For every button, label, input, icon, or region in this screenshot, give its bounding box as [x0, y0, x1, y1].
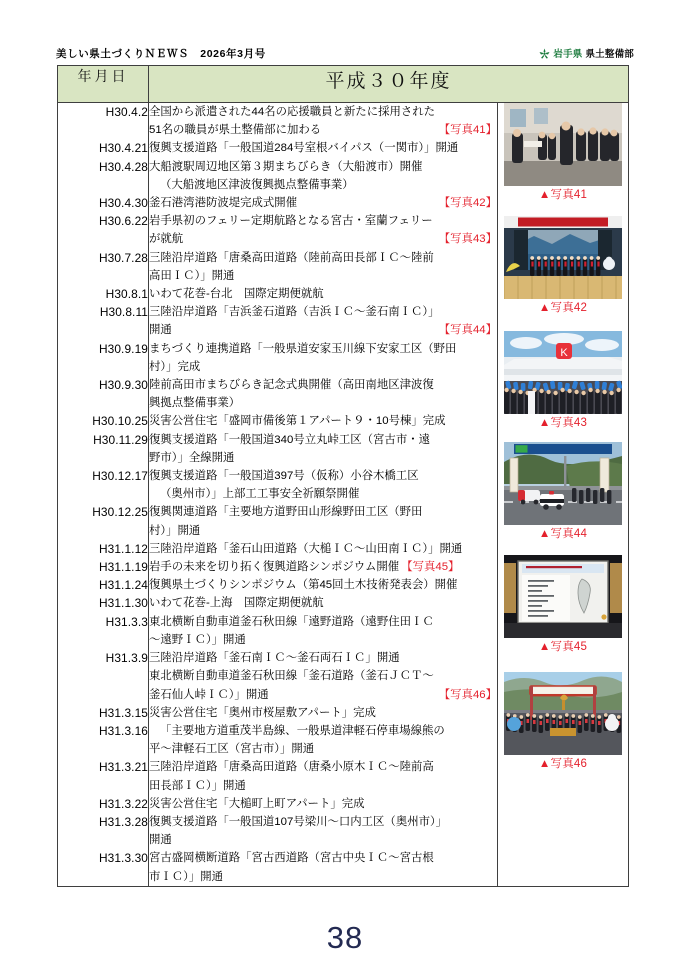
event-text: [149, 285, 497, 303]
event-text-span: 全国から派遣された44名の応援職員と新たに採用された: [149, 106, 436, 118]
photo-block: [498, 555, 628, 654]
event-date: H30.12.25: [92, 505, 148, 520]
event-text-span: 高田ＩＣ）」開通: [149, 269, 235, 282]
event-text-continued: [149, 631, 497, 649]
iwate-pref-mark-icon: [539, 48, 550, 59]
event-text-continued: [149, 522, 497, 540]
date-spacer: [58, 686, 148, 704]
date-spacer: [58, 740, 148, 758]
event-text: [149, 849, 497, 867]
event-text-span: 東北横断自動車道釜石秋田線「釜石道路（釜石ＪＣＴ〜: [149, 670, 434, 683]
date-spacer: [58, 667, 148, 685]
photo-image: [504, 216, 622, 299]
document-header: [56, 46, 634, 62]
photo-caption: ▲写真41: [538, 189, 588, 201]
event-text: [149, 212, 497, 230]
event-date: H31.3.21: [98, 760, 148, 775]
event-text-span: 村）」完成: [149, 360, 201, 373]
date-spacer: [58, 121, 148, 139]
date-spacer: [58, 230, 148, 248]
event-text-span: 51名の職員が県土整備部に加わる: [149, 124, 322, 137]
event-text-span: 岩手県初のフェリー定期航路となる宮古・室蘭フェリー: [149, 215, 433, 228]
date-spacer: [58, 522, 148, 540]
event-text-span: 三陸沿岸道路「釜石南ＩＣ〜釜石両石ＩＣ」開通: [149, 652, 400, 665]
event-text-span: 興拠点整備事業）: [149, 397, 241, 410]
event-date: H30.8.1: [105, 287, 148, 302]
event-text-span: 村）」開通: [149, 524, 201, 537]
photo-reference: 【写真46】: [438, 688, 497, 701]
photo-reference: 【写真45】: [401, 561, 460, 574]
date-spacer: [58, 449, 148, 467]
event-text: [149, 103, 497, 121]
event-text: [149, 594, 497, 612]
event-column: [149, 103, 498, 887]
event-text-span: 開通: [149, 324, 172, 337]
event-text: [149, 704, 497, 722]
event-text: [149, 558, 497, 576]
event-text: [149, 158, 497, 176]
event-text: [149, 503, 497, 521]
date-spacer: [58, 267, 148, 285]
event-text-span: 田長部ＩＣ）」開通: [149, 779, 246, 792]
date-spacer: [58, 485, 148, 503]
event-text-span: 三陸沿岸道路「唐桑高田道路（唐桑小原木ＩＣ〜陸前高: [149, 761, 434, 774]
event-text: [149, 467, 497, 485]
event-text-span: 復興支援道路「一般国道397号（仮称）小谷木橋工区: [149, 470, 419, 483]
event-text: [149, 758, 497, 776]
photo-column: [498, 103, 629, 887]
event-date: H31.1.19: [98, 560, 148, 575]
photo-caption: ▲写真44: [538, 528, 588, 540]
date-spacer: [58, 358, 148, 376]
event-text-span: 三陸沿岸道路「唐桑高田道路（陸前高田長部ＩＣ〜陸前: [149, 251, 434, 264]
date-spacer: [58, 176, 148, 194]
photo-reference: 【写真42】: [438, 197, 497, 210]
event-text: [149, 194, 497, 212]
event-text-span: 「主要地方道重茂半島線、一般県道津軽石停車場線熊の: [160, 724, 445, 737]
svg-text:K: K: [560, 347, 568, 359]
event-text-span: 災害公営住宅「盛岡市備後第１アパート９・10号棟」完成: [149, 415, 446, 428]
date-spacer: [58, 321, 148, 339]
event-date: H31.3.22: [98, 796, 148, 811]
prefecture-name: 岩手県: [553, 49, 583, 60]
date-spacer: [58, 868, 148, 886]
event-text-span: 東北横断自動車道釜石秋田線「遠野道路（遠野住田ＩＣ: [149, 615, 434, 628]
event-text-span: まちづくり連携道路「一般県道安家玉川線下安家工区（野田: [149, 342, 457, 355]
department-name: 県土整備部: [585, 49, 634, 60]
photo-caption: ▲写真45: [538, 641, 588, 653]
event-text-span: 災害公営住宅「奥州市桜屋敷アパート」完成: [149, 706, 376, 719]
event-text-continued: [149, 358, 497, 376]
event-date: H31.3.16: [98, 723, 148, 738]
event-text-span: 岩手の未来を切り拓く復興道路シンポジウム開催: [149, 561, 400, 574]
event-date: H30.9.30: [98, 378, 148, 393]
photo-block: [498, 216, 628, 315]
event-text: [149, 249, 497, 267]
prefecture-branding: [539, 46, 634, 60]
event-text-span: 陸前高田市まちびらき記念式典開催（高田南地区津波復: [149, 379, 434, 392]
column-header-year: 平成３０年度: [149, 66, 629, 103]
date-column: [58, 103, 149, 887]
event-date: H30.8.11: [99, 305, 148, 320]
event-date: H30.4.28: [98, 159, 148, 174]
photo-image: [504, 442, 622, 525]
event-text: [149, 376, 497, 394]
event-text-span: 三陸沿岸道路「釜石山田道路（大槌ＩＣ〜山田南ＩＣ）」開通: [149, 542, 463, 555]
photo-image: [504, 555, 622, 638]
photo-image: [504, 103, 622, 186]
event-text-continued: [149, 176, 497, 194]
event-text-span: 平〜津軽石工区（宮古市）」開通: [149, 743, 315, 756]
event-date: H31.3.3: [105, 614, 148, 629]
photo-caption: ▲写真43: [538, 417, 588, 429]
photo-reference: 【写真43】: [438, 233, 497, 246]
date-spacer: [58, 631, 148, 649]
event-text: [149, 303, 497, 321]
event-date: H31.1.12: [98, 541, 148, 556]
event-text: [149, 412, 497, 430]
chronology-table: [57, 65, 629, 887]
photo-caption: ▲写真42: [538, 302, 588, 314]
date-spacer: [58, 777, 148, 795]
event-text-span: 災害公営住宅「大槌町上町アパート」完成: [149, 797, 365, 810]
event-text: [149, 722, 497, 740]
event-text-span: いわて花巻-上海 国際定期便就航: [149, 597, 324, 610]
event-text-continued: [149, 686, 497, 704]
event-text-continued: [149, 449, 497, 467]
event-date: H30.4.30: [98, 196, 148, 211]
event-text-span: 復興県土づくりシンポジウム（第45回土木技術発表会）開催: [149, 579, 458, 592]
event-text-span: （奥州市）」上部工工事安全祈願祭開催: [160, 488, 360, 501]
event-text-span: 復興支援道路「一般国道107号梁川〜口内工区（奥州市）」: [149, 815, 448, 828]
event-text-continued: [149, 868, 497, 886]
event-date: H30.12.17: [92, 469, 148, 484]
event-text-continued: [149, 667, 497, 685]
event-date: H30.9.19: [98, 341, 148, 356]
event-text-span: 宮古盛岡横断道路「宮古西道路（宮古中央ＩＣ〜宮古根: [149, 852, 434, 865]
event-date: H31.1.30: [98, 596, 148, 611]
photo-block: [498, 442, 628, 541]
column-header-date: 年月日: [58, 66, 149, 103]
event-text-continued: [149, 777, 497, 795]
event-date: H30.4.21: [98, 141, 148, 156]
event-text: [149, 613, 497, 631]
event-text-continued: [149, 831, 497, 849]
table-header-row: [58, 66, 629, 103]
event-date: H30.6.22: [98, 214, 148, 229]
event-text-continued: [149, 121, 497, 139]
event-text-span: が就航: [149, 233, 184, 246]
publication-title: 美しい県土づくりＮＥＷＳ 2026年3月号: [56, 48, 266, 60]
event-text-span: 釜石仙人峠ＩＣ）」開通: [149, 688, 269, 701]
event-date: H30.10.25: [92, 414, 148, 429]
event-text-span: 大船渡駅周辺地区第３期まちびらき（大船渡市）開催: [149, 160, 423, 173]
event-date: H31.3.30: [98, 851, 148, 866]
event-text-span: いわて花巻-台北 国際定期便就航: [149, 288, 324, 301]
event-text: [149, 431, 497, 449]
event-text-span: 三陸沿岸道路「吉浜釜石道路（吉浜ＩＣ〜釜石南ＩＣ）」: [149, 306, 440, 319]
event-text-span: 〜遠野ＩＣ）」開通: [149, 633, 246, 646]
photo-reference: 【写真41】: [438, 124, 497, 137]
event-text-span: 市ＩＣ）」開通: [149, 870, 224, 883]
event-date: H30.7.28: [98, 250, 148, 265]
event-text: [149, 649, 497, 667]
event-text-span: 復興支援道路「一般国道340号立丸峠工区（宮古市・遠: [149, 433, 430, 446]
date-spacer: [58, 394, 148, 412]
photo-block: [498, 331, 628, 430]
event-text: [149, 576, 497, 594]
event-text: [149, 540, 497, 558]
event-text-span: 開通: [149, 834, 172, 847]
event-date: H31.3.15: [98, 705, 148, 720]
page-number: 38: [326, 920, 364, 955]
event-text: [149, 813, 497, 831]
event-text-span: 釜石港湾港防波堤完成式開催: [149, 197, 298, 210]
event-text-span: 復興支援道路「一般国道284号室根バイパス（一関市）」開通: [149, 142, 459, 155]
event-date: H31.3.28: [98, 814, 148, 829]
event-text-span: 復興関連道路「主要地方道野田山形線野田工区（野田: [149, 506, 423, 519]
event-text-continued: [149, 230, 497, 248]
date-spacer: [58, 831, 148, 849]
event-text: [149, 795, 497, 813]
event-date: H30.11.29: [93, 432, 148, 447]
event-text: [149, 340, 497, 358]
event-text-continued: [149, 394, 497, 412]
event-text-continued: [149, 267, 497, 285]
event-date: H31.1.24: [98, 578, 148, 593]
photo-image: [504, 331, 622, 414]
event-text-continued: [149, 485, 497, 503]
photo-reference: 【写真44】: [438, 324, 497, 337]
photo-block: [498, 672, 628, 771]
event-date: H30.4.2: [105, 105, 148, 119]
photo-image: [504, 672, 622, 755]
table-content-row: [58, 103, 629, 887]
event-text-span: 野市）」全線開通: [149, 451, 235, 464]
event-text-continued: [149, 740, 497, 758]
photo-block: [498, 103, 628, 202]
photo-caption: ▲写真46: [538, 758, 588, 770]
event-text-continued: [149, 321, 497, 339]
event-date: H31.3.9: [105, 651, 148, 666]
event-text: [149, 139, 497, 157]
event-text-span: （大船渡地区津波復興拠点整備事業）: [160, 178, 354, 191]
